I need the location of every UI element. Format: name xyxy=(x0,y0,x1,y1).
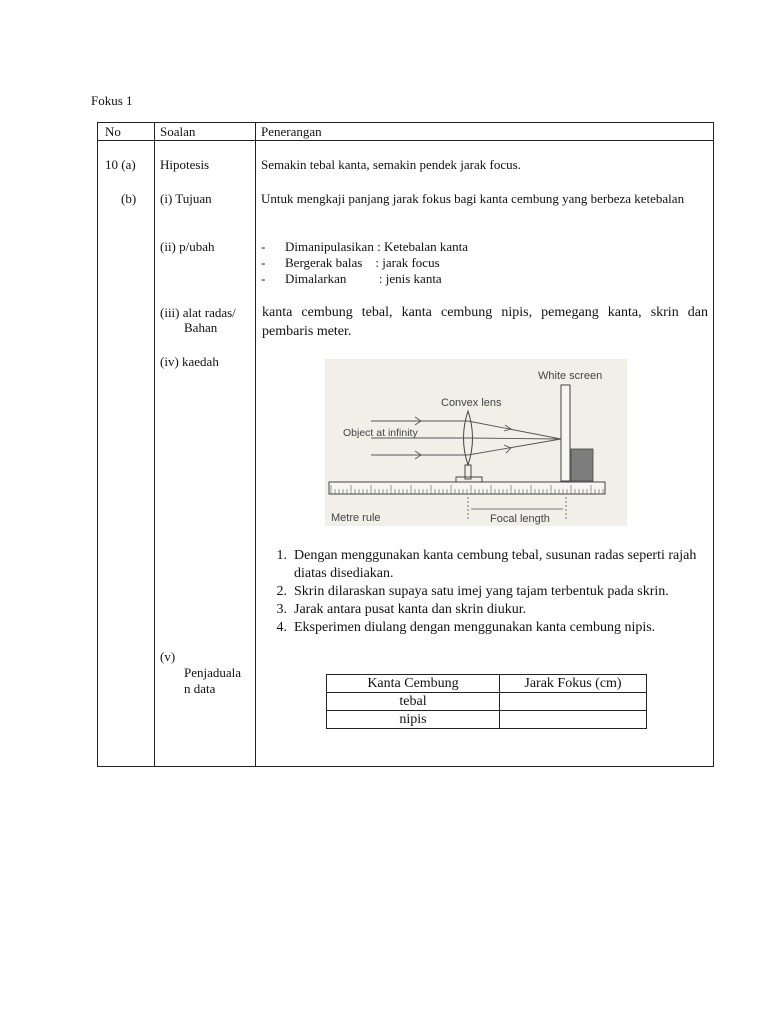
header-divider xyxy=(98,140,713,141)
header-no: No xyxy=(105,124,121,139)
table-cell-empty xyxy=(500,711,647,729)
focal-length-label: Focal length xyxy=(490,513,550,525)
label-v: (v) xyxy=(160,649,176,664)
table-row xyxy=(327,711,647,729)
column-divider xyxy=(255,123,256,766)
screen-stand-shape xyxy=(571,449,593,481)
question-number-b: (b) xyxy=(121,191,137,206)
data-table xyxy=(326,674,647,729)
header-soalan: Soalan xyxy=(160,124,196,139)
hipotesis-text: Semakin tebal kanta, semakin pendek jarak focus. xyxy=(261,157,521,172)
apparatus-text: kanta cembung tebal, kanta cembung nipis, pemegang kanta, skrin dan pembaris meter. xyxy=(262,305,708,339)
apparatus-diagram xyxy=(325,359,627,526)
label-n-data: n data xyxy=(184,681,216,696)
variables-list xyxy=(261,239,468,287)
list-item: 4. Eksperimen diulang dengan menggunakan kanta cembung nipis. xyxy=(276,620,656,635)
table-row xyxy=(327,693,647,711)
convex-lens-label: Convex lens xyxy=(441,397,502,409)
object-label: Object at infinity xyxy=(343,427,418,439)
label-tujuan: (i) Tujuan xyxy=(160,191,212,206)
label-alat-radas: (iii) alat radas/ xyxy=(160,305,236,320)
method-steps xyxy=(262,547,712,637)
question-number-a: 10 (a) xyxy=(105,157,136,172)
column-divider xyxy=(154,123,155,766)
apparatus-diagram-svg xyxy=(325,359,627,526)
table-header-jarak: Jarak Fokus (cm) xyxy=(500,675,647,693)
list-item: 1. Dengan menggunakan kanta cembung tebal, susunan radas seperti rajah diatas disediakan. xyxy=(276,548,697,581)
table-row xyxy=(327,675,647,693)
label-kaedah: (iv) kaedah xyxy=(160,354,219,369)
list-item: 2. Skrin dilaraskan supaya satu imej yang tajam terbentuk pada skrin. xyxy=(276,584,669,599)
label-hipotesis: Hipotesis xyxy=(160,157,210,172)
page-title: Fokus 1 xyxy=(91,93,133,108)
list-item: - Dimanipulasikan : Ketebalan kanta xyxy=(261,239,469,254)
label-penjaduala: Penjaduala xyxy=(184,665,242,680)
table-cell: nipis xyxy=(327,711,500,729)
white-screen-shape xyxy=(561,385,570,481)
header-penerangan: Penerangan xyxy=(261,124,322,139)
table-cell: tebal xyxy=(327,693,500,711)
label-pubah: (ii) p/ubah xyxy=(160,239,215,254)
metre-rule-label: Metre rule xyxy=(331,512,381,524)
list-item: - Dimalarkan : jenis kanta xyxy=(261,271,442,286)
label-bahan: Bahan xyxy=(184,320,218,335)
worksheet-table xyxy=(97,122,714,767)
tujuan-text: Untuk mengkaji panjang jarak fokus bagi kanta cembung yang berbeza ketebalan xyxy=(261,191,685,206)
white-screen-label: White screen xyxy=(538,370,603,382)
list-item: - Bergerak balas : jarak focus xyxy=(261,255,440,270)
table-header-kanta: Kanta Cembung xyxy=(327,675,500,693)
table-cell-empty xyxy=(500,693,647,711)
list-item: 3. Jarak antara pusat kanta dan skrin diukur. xyxy=(276,602,527,617)
